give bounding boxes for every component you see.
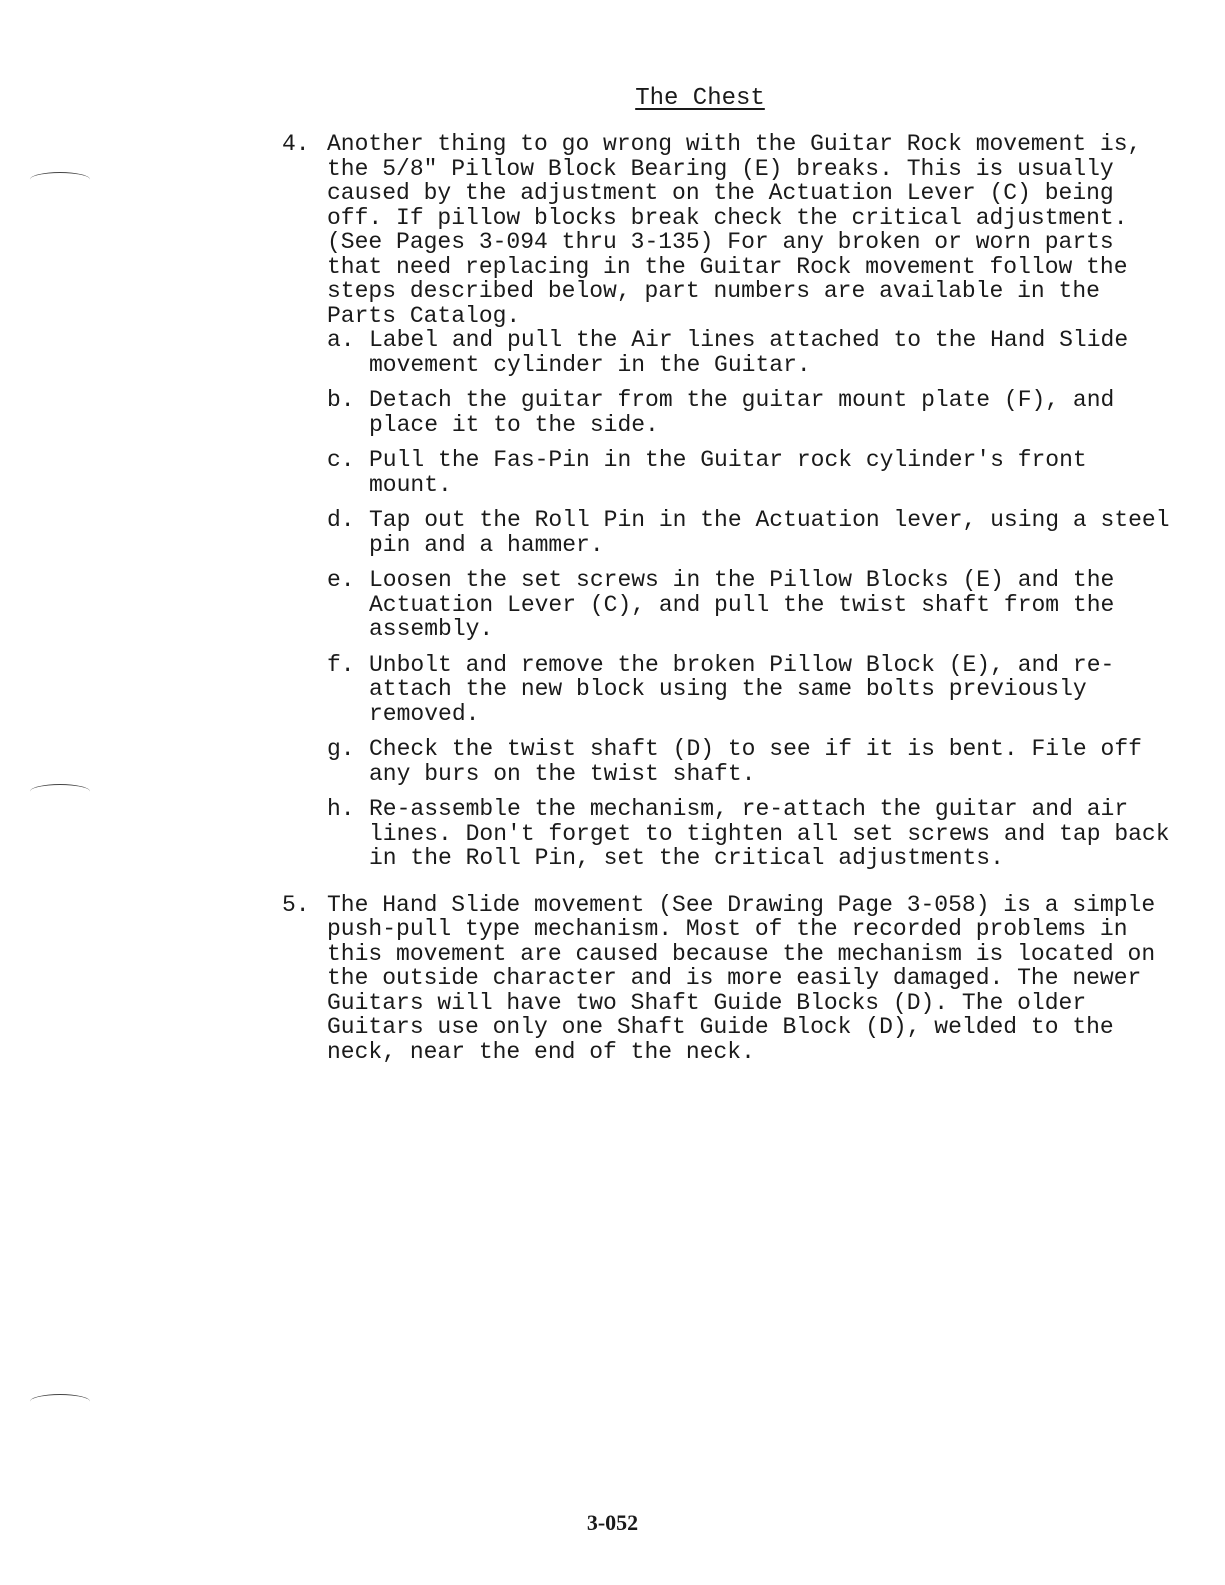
steps-list <box>327 328 1182 871</box>
step-text: Unbolt and remove the broken Pillow Block (E), and re-attach the new block using the same bolts previously removed. <box>369 651 1115 727</box>
step-letter: a. <box>327 327 355 353</box>
step-text: Pull the Fas-Pin in the Guitar rock cylinder's front mount. <box>369 447 1087 498</box>
step-item <box>327 797 1182 871</box>
step-item <box>327 328 1182 377</box>
step-letter: h. <box>327 796 355 822</box>
step-text: Re-assemble the mechanism, re-attach the guitar and air lines. Don't forget to tighten all set screws and tap back in the Roll Pin, set the critical adjustments. <box>369 796 1170 871</box>
punch-hole-mark-bottom <box>30 1394 90 1409</box>
step-item <box>327 508 1182 557</box>
step-item <box>327 653 1182 727</box>
punch-hole-mark-top <box>30 172 90 187</box>
step-letter: d. <box>327 507 355 533</box>
page-number: 3-052 <box>586 1510 639 1535</box>
list-item-4 <box>282 132 1182 871</box>
step-item <box>327 448 1182 497</box>
step-text: Loosen the set screws in the Pillow Blocks (E) and the Actuation Lever (C), and pull the twist shaft from the assembly. <box>369 567 1115 642</box>
step-item <box>327 568 1182 642</box>
item-paragraph: The Hand Slide movement (See Drawing Page 3-058) is a simple push-pull type mechanism. Most of the recorded problems in this movement are caused because the mechanism is located on the outside character and is more easily damaged. The newer Guitars will have two Shaft Guide Blocks (D). The older Guitars use only one Shaft Guide Block (D), welded to the neck, near the end of the neck. <box>327 891 1156 1065</box>
step-item <box>327 388 1182 437</box>
step-item <box>327 737 1182 786</box>
step-text: Label and pull the Air lines attached to the Hand Slide movement cylinder in the Guitar. <box>369 327 1129 378</box>
punch-hole-mark-middle <box>30 784 90 799</box>
item-number: 5. <box>282 891 310 918</box>
page-title: The Chest <box>635 85 765 112</box>
step-letter: c. <box>327 447 355 473</box>
step-text: Tap out the Roll Pin in the Actuation lever, using a steel pin and a hammer. <box>369 507 1170 558</box>
step-letter: e. <box>327 567 355 593</box>
item-number: 4. <box>282 131 310 157</box>
step-letter: b. <box>327 387 355 413</box>
document-body <box>282 132 1182 1064</box>
step-letter: f. <box>327 651 355 678</box>
step-letter: g. <box>327 736 355 762</box>
step-text: Check the twist shaft (D) to see if it is bent. File off any burs on the twist shaft. <box>369 736 1142 787</box>
list-item-5 <box>282 893 1182 1065</box>
step-text: Detach the guitar from the guitar mount plate (F), and place it to the side. <box>369 387 1115 438</box>
item-paragraph: Another thing to go wrong with the Guitar Rock movement is, the 5/8" Pillow Block Bearing (E) breaks. This is usually caused by the adjustment on the Actuation Lever (C) being off. If pillow blocks break check the critical adjustment. (See Pages 3-094 thru 3-135) For any broken or worn parts that need replacing in the Guitar Rock movement follow the steps described below, part numbers are available in the Parts Catalog. <box>327 131 1142 329</box>
